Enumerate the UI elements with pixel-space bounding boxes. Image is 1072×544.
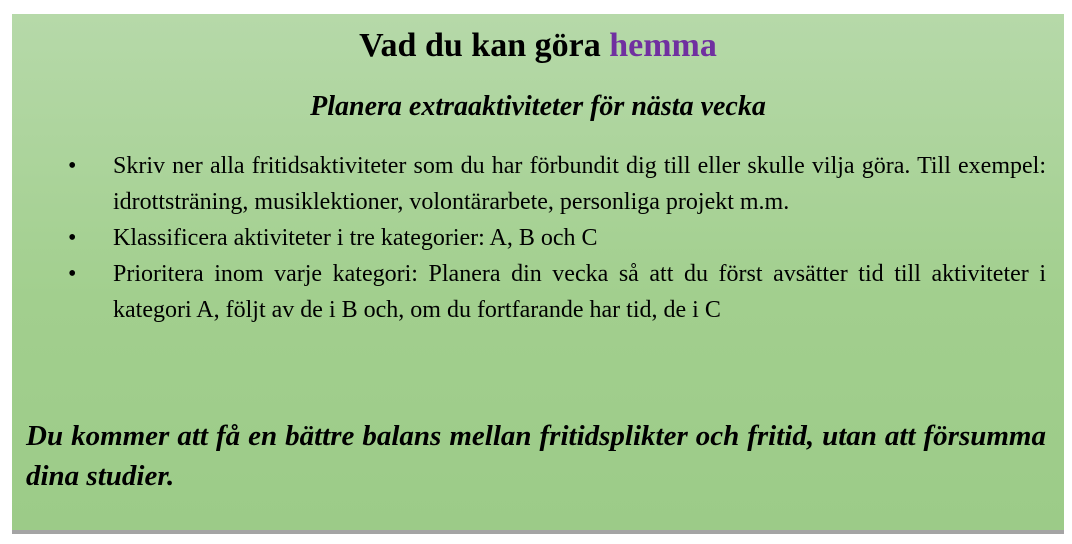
list-item-text: Prioritera inom varje kategori: Planera din vecka så att du först avsätter tid till aktiviteter i kategori A, följt av de i B och, om du fortfarande har tid, de i C — [113, 261, 1046, 323]
title-prefix: Vad du kan göra — [359, 27, 610, 64]
list-item — [68, 220, 1046, 256]
subtitle: Planera extraaktiviteter för nästa vecka — [310, 91, 766, 122]
bullet-icon: • — [68, 153, 77, 179]
list-item-text: Skriv ner alla fritidsaktiviteter som du har förbundit dig till eller skulle vilja göra. Till exempel: idrottsträning, musiklektioner, volontärarbete, personliga projekt m.m. — [113, 153, 1046, 215]
list-item — [68, 256, 1046, 328]
info-card — [12, 14, 1064, 530]
title-accent-word: hemma — [609, 27, 717, 64]
list-item-text: Klassificera aktiviteter i tre kategorier: A, B och C — [113, 225, 598, 251]
list-item — [68, 148, 1046, 220]
bullet-list — [68, 148, 1046, 328]
conclusion-text: Du kommer att få en bättre balans mellan fritidsplikter och fritid, utan att försumma dina studier. — [26, 420, 1046, 492]
bullet-icon: • — [68, 225, 77, 251]
page-title — [12, 26, 1064, 66]
bullet-icon: • — [68, 261, 77, 287]
